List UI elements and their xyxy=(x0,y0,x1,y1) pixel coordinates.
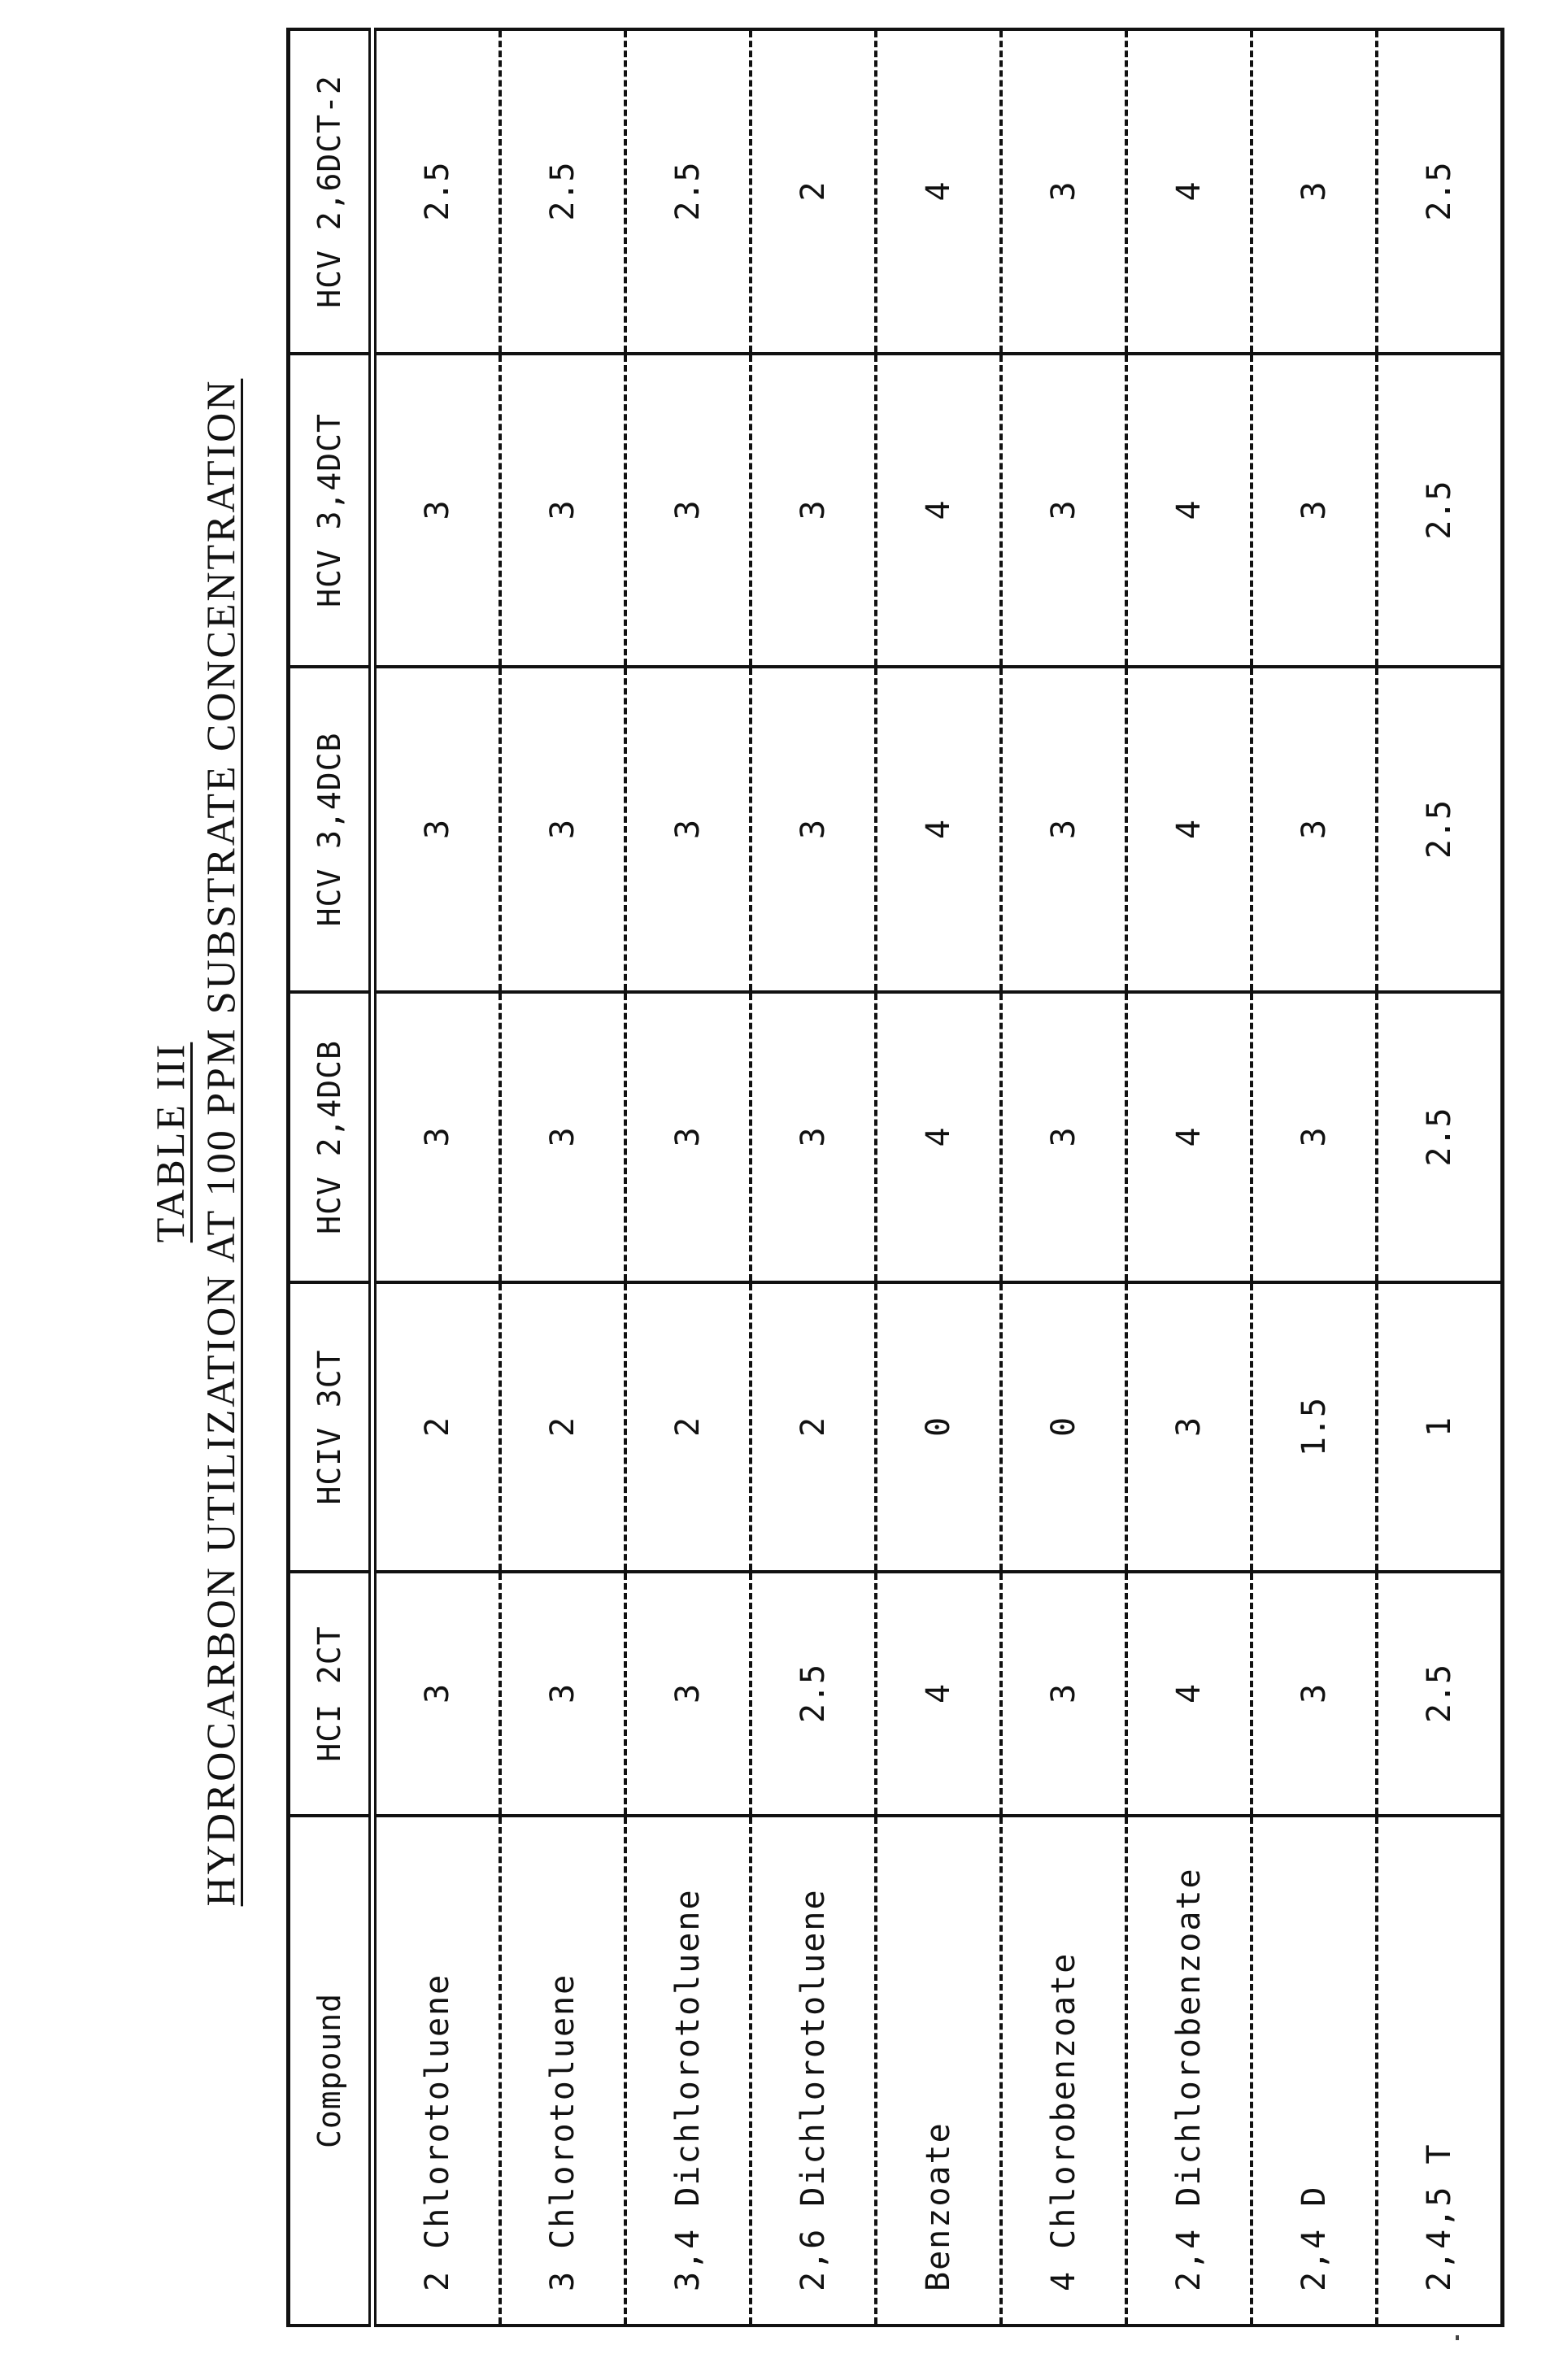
value-cell: 3 xyxy=(625,1572,751,1816)
value-cell: 3 xyxy=(372,992,500,1282)
compound-cell: 2,4 Dichlorobenzoate xyxy=(1126,1816,1252,2326)
value-cell: 3 xyxy=(500,667,625,992)
table-title: HYDROCARBON UTILIZATION AT 100 PPM SUBSTRATE CONCENTRATION xyxy=(198,378,243,1907)
value-cell: 4 xyxy=(1126,1572,1252,1816)
value-cell: 3 xyxy=(625,354,751,667)
value-cell: 2.5 xyxy=(372,29,500,354)
table-row xyxy=(1001,29,1126,2326)
column-header-hci-2ct: HCI 2CT xyxy=(289,1572,373,1816)
compound-cell: 2,4 D xyxy=(1252,1816,1377,2326)
value-cell: 3 xyxy=(1252,1572,1377,1816)
table-body xyxy=(372,29,1503,2326)
value-cell: 1.5 xyxy=(1252,1282,1377,1572)
table-row xyxy=(751,29,876,2326)
value-cell: 3 xyxy=(751,354,876,667)
column-header-hcv-26dct-2: HCV 2,6DCT-2 xyxy=(289,29,373,354)
value-cell: 4 xyxy=(1126,667,1252,992)
column-header-hcv-34dcb: HCV 3,4DCB xyxy=(289,667,373,992)
value-cell: 3 xyxy=(1126,1282,1252,1572)
value-cell: 3 xyxy=(1252,354,1377,667)
value-cell: 3 xyxy=(751,667,876,992)
value-cell: 2 xyxy=(625,1282,751,1572)
value-cell: 3 xyxy=(1252,992,1377,1282)
value-cell: 3 xyxy=(625,992,751,1282)
value-cell: 2 xyxy=(751,1282,876,1572)
value-cell: 1 xyxy=(1377,1282,1503,1572)
compound-cell: 3,4 Dichlorotoluene xyxy=(625,1816,751,2326)
header-row xyxy=(289,29,373,2326)
compound-cell: 2 Chlorotoluene xyxy=(372,1816,500,2326)
compound-cell: 2,4,5 T xyxy=(1377,1816,1503,2326)
value-cell: 2 xyxy=(372,1282,500,1572)
value-cell: 4 xyxy=(1126,992,1252,1282)
value-cell: 3 xyxy=(1252,667,1377,992)
value-cell: 4 xyxy=(876,1572,1001,1816)
table-row xyxy=(500,29,625,2326)
value-cell: 2.5 xyxy=(751,1572,876,1816)
value-cell: 2 xyxy=(500,1282,625,1572)
value-cell: 3 xyxy=(1001,992,1126,1282)
value-cell: 3 xyxy=(500,1572,625,1816)
value-cell: 2.5 xyxy=(1377,354,1503,667)
value-cell: 4 xyxy=(876,354,1001,667)
value-cell: 3 xyxy=(1001,667,1126,992)
value-cell: 0 xyxy=(876,1282,1001,1572)
value-cell: 2.5 xyxy=(1377,29,1503,354)
value-cell: 2.5 xyxy=(1377,1572,1503,1816)
compound-cell: 3 Chlorotoluene xyxy=(500,1816,625,2326)
table-row xyxy=(1377,29,1503,2326)
column-header-hciv-3ct: HCIV 3CT xyxy=(289,1282,373,1572)
value-cell: 3 xyxy=(500,354,625,667)
compound-cell: 2,6 Dichlorotoluene xyxy=(751,1816,876,2326)
table-row xyxy=(372,29,500,2326)
value-cell: 3 xyxy=(1001,354,1126,667)
value-cell: 3 xyxy=(751,992,876,1282)
hydrocarbon-utilization-table xyxy=(286,28,1504,2327)
scan-speck xyxy=(1456,2335,1459,2340)
value-cell: 4 xyxy=(1126,354,1252,667)
value-cell: 4 xyxy=(1126,29,1252,354)
table-caption xyxy=(145,0,259,2326)
table-row xyxy=(625,29,751,2326)
table-label: TABLE III xyxy=(147,1042,193,1243)
value-cell: 3 xyxy=(1001,1572,1126,1816)
value-cell: 3 xyxy=(372,667,500,992)
value-cell: 2.5 xyxy=(625,29,751,354)
compound-cell: 4 Chlorobenzoate xyxy=(1001,1816,1126,2326)
compound-cell: Benzoate xyxy=(876,1816,1001,2326)
value-cell: 4 xyxy=(876,992,1001,1282)
value-cell: 2 xyxy=(751,29,876,354)
column-header-hcv-24dcb: HCV 2,4DCB xyxy=(289,992,373,1282)
table-row xyxy=(876,29,1001,2326)
value-cell: 2.5 xyxy=(1377,992,1503,1282)
table-row xyxy=(1126,29,1252,2326)
value-cell: 3 xyxy=(500,992,625,1282)
value-cell: 3 xyxy=(625,667,751,992)
data-table-container xyxy=(286,31,1474,2327)
value-cell: 4 xyxy=(876,667,1001,992)
column-header-hcv-34dct: HCV 3,4DCT xyxy=(289,354,373,667)
value-cell: 3 xyxy=(1252,29,1377,354)
column-header-compound: Compound xyxy=(289,1816,373,2326)
value-cell: 2.5 xyxy=(500,29,625,354)
value-cell: 0 xyxy=(1001,1282,1126,1572)
value-cell: 2.5 xyxy=(1377,667,1503,992)
value-cell: 3 xyxy=(372,1572,500,1816)
value-cell: 3 xyxy=(1001,29,1126,354)
value-cell: 4 xyxy=(876,29,1001,354)
table-row xyxy=(1252,29,1377,2326)
value-cell: 3 xyxy=(372,354,500,667)
